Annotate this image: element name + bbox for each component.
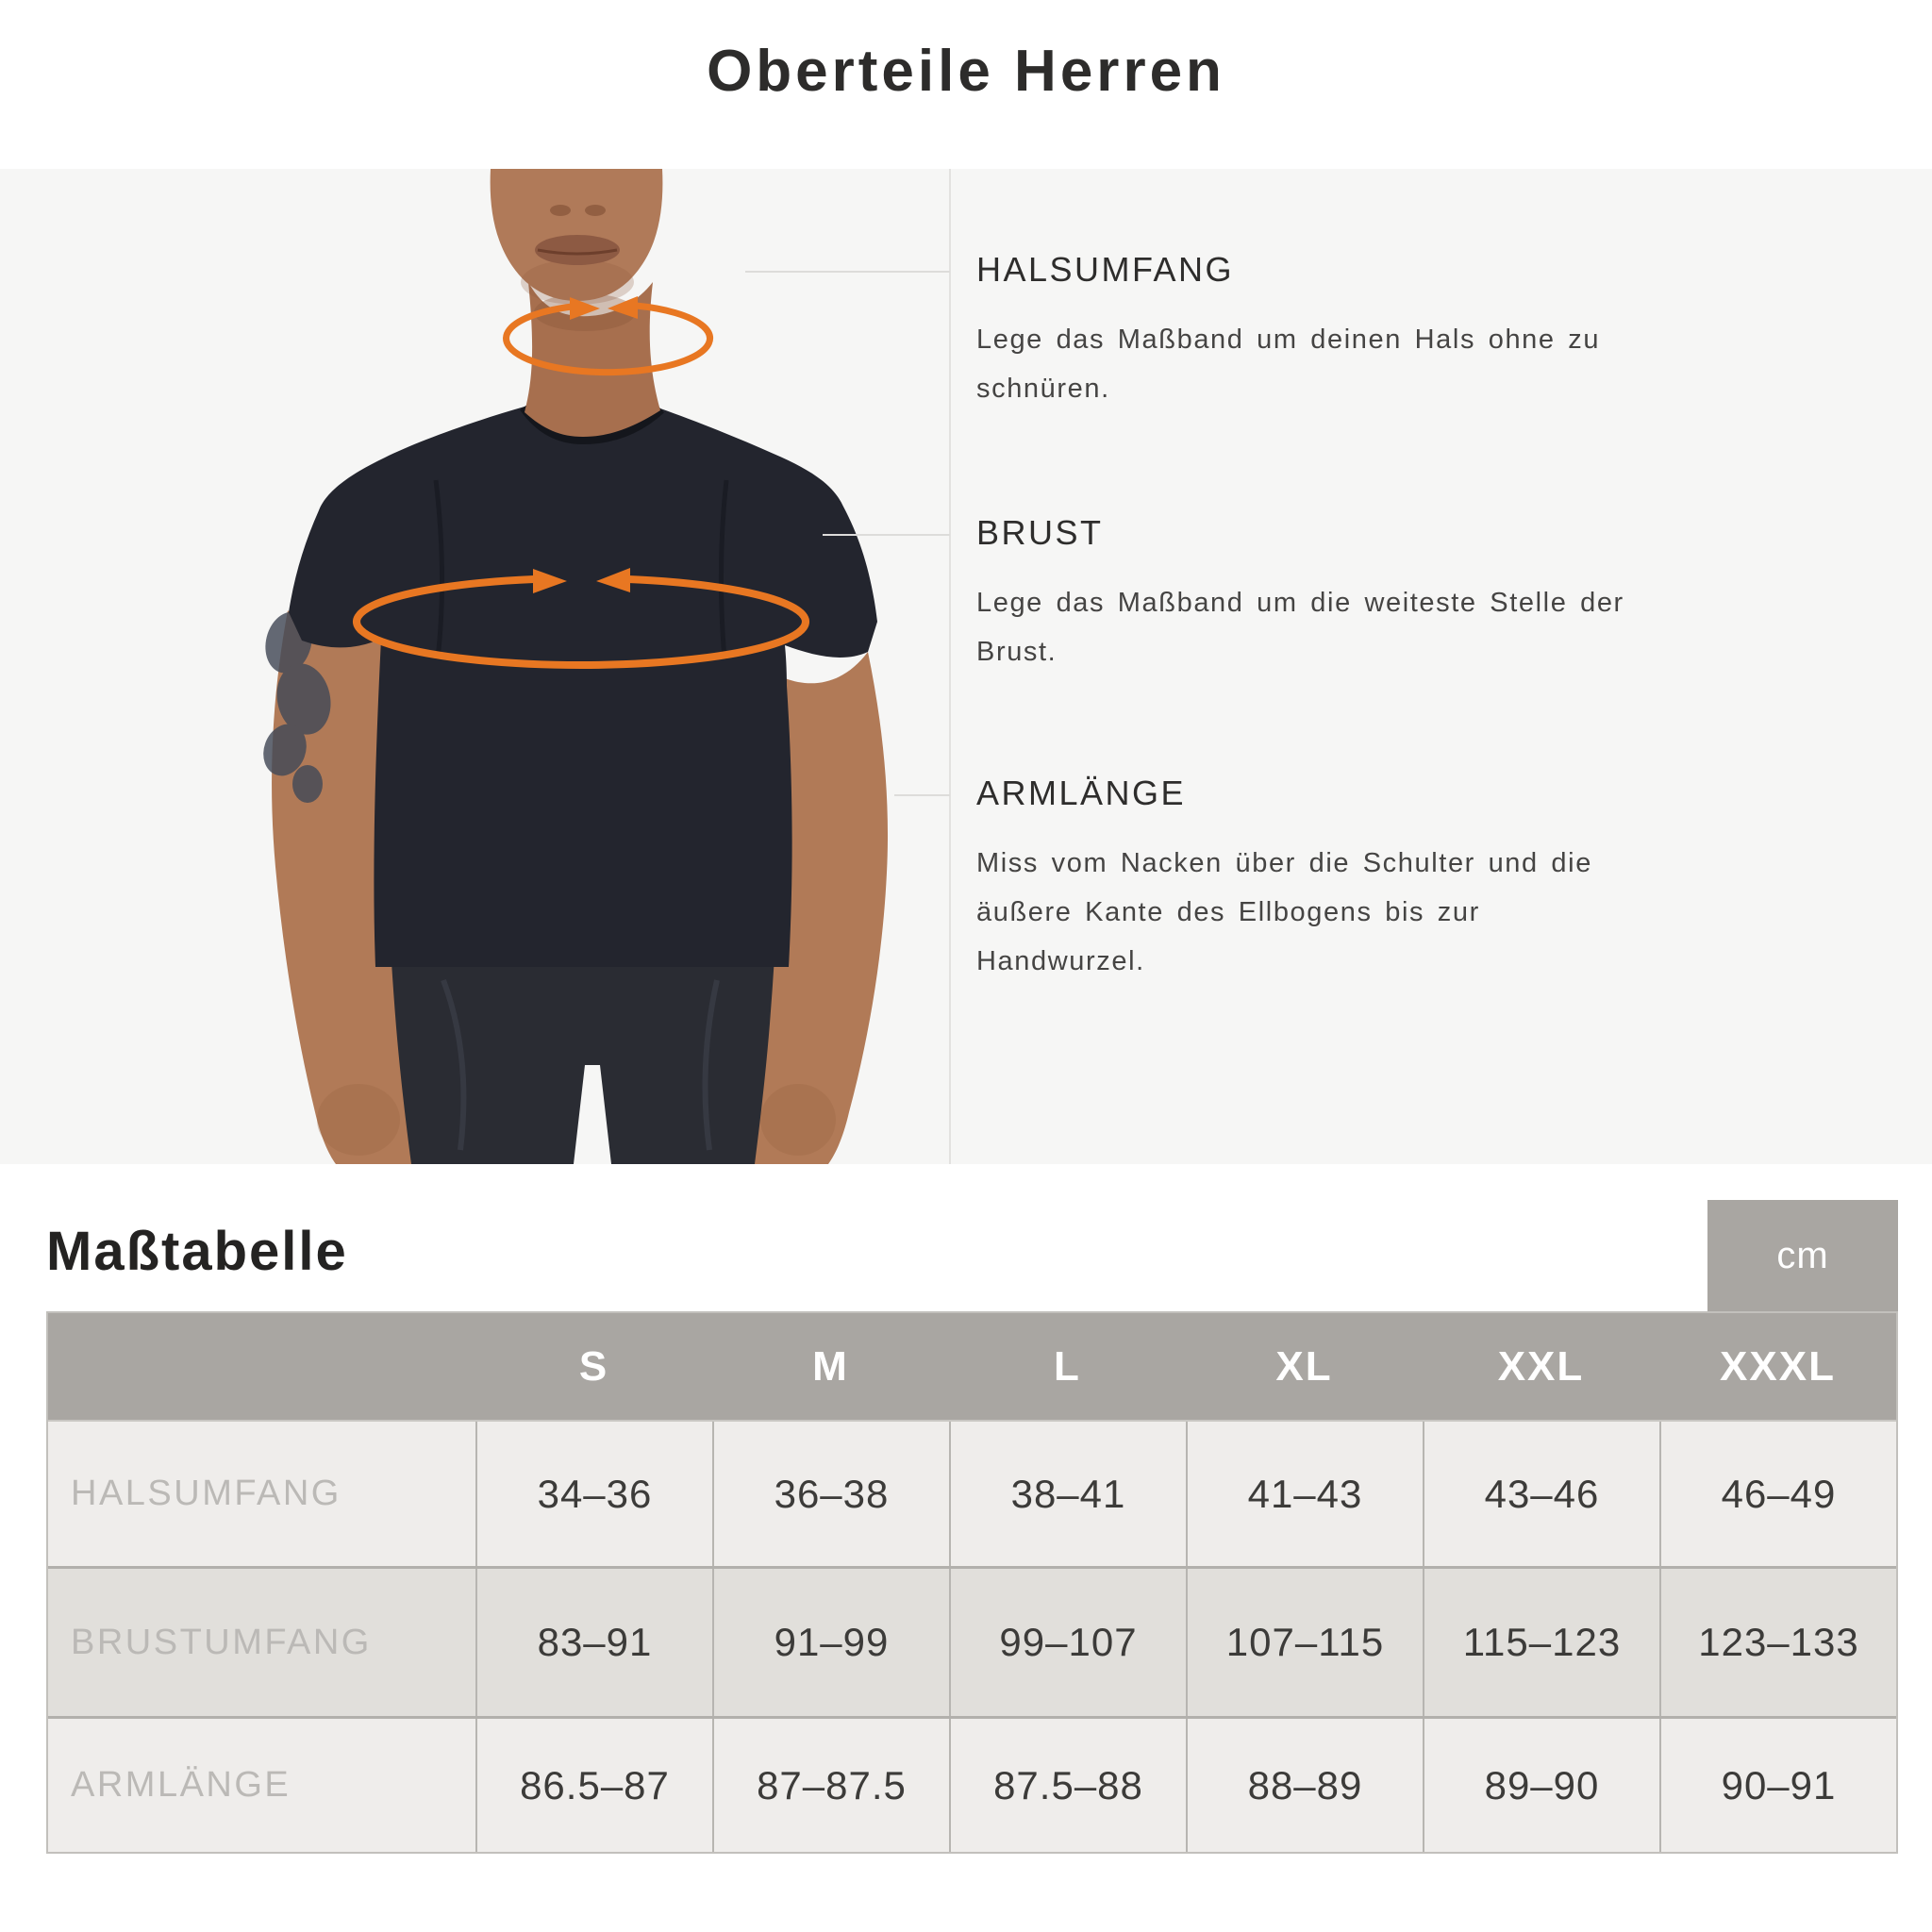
- annotation-description: Lege das Maßband um die weiteste Stelle der Brust.: [976, 588, 1624, 667]
- size-header-xl: XL: [1275, 1342, 1333, 1390]
- size-header-l: L: [1054, 1342, 1081, 1390]
- size-header-xxxl: XXXL: [1720, 1342, 1836, 1390]
- table-cell: 88–89: [1186, 1719, 1423, 1852]
- row-label: HALSUMFANG: [71, 1474, 341, 1513]
- table-row-armlaenge: [48, 1716, 1896, 1852]
- table-cell: 83–91: [475, 1569, 712, 1716]
- page-title: Oberteile Herren: [707, 39, 1225, 104]
- table-cell: 123–133: [1659, 1569, 1896, 1716]
- table-cell: 115–123: [1423, 1569, 1659, 1716]
- annotation-description: Miss vom Nacken über die Schulter und die äußere Kante des Ellbogens bis zur Handwurzel.: [976, 848, 1592, 976]
- brust-connector-line: [823, 534, 950, 536]
- row-label: BRUSTUMFANG: [71, 1622, 372, 1662]
- left-hand-shading: [317, 1084, 400, 1156]
- table-cell: 87–87.5: [712, 1719, 949, 1852]
- annotation-halsumfang: [976, 249, 1627, 413]
- table-cell: 34–36: [475, 1422, 712, 1566]
- size-header-s: S: [578, 1342, 609, 1390]
- table-cell: 36–38: [712, 1422, 949, 1566]
- annotation-divider-line: [949, 169, 951, 1164]
- table-cell: 38–41: [949, 1422, 1186, 1566]
- measurement-guide-band: [0, 169, 1932, 1164]
- nostril: [585, 205, 606, 216]
- jaw-shading: [521, 259, 634, 305]
- halsumfang-connector-line: [745, 271, 950, 273]
- size-table: [46, 1311, 1898, 1854]
- table-cell: 89–90: [1423, 1719, 1659, 1852]
- armlaenge-connector-line: [894, 794, 950, 796]
- annotation-label: ARMLÄNGE: [976, 774, 1187, 812]
- header-empty-cell: [48, 1313, 475, 1420]
- table-cell: 43–46: [1423, 1422, 1659, 1566]
- table-row-halsumfang: [48, 1420, 1896, 1566]
- nostril: [550, 205, 571, 216]
- size-table-header-row: [48, 1313, 1896, 1420]
- lips: [535, 235, 620, 265]
- model-photo: [0, 169, 953, 1164]
- annotation-label: HALSUMFANG: [976, 250, 1235, 289]
- annotation-description: Lege das Maßband um deinen Hals ohne zu schnüren.: [976, 325, 1601, 404]
- annotation-label: BRUST: [976, 513, 1104, 552]
- table-cell: 107–115: [1186, 1569, 1423, 1716]
- size-table-title: Maßtabelle: [46, 1221, 348, 1282]
- table-cell: 90–91: [1659, 1719, 1896, 1852]
- table-row-brustumfang: [48, 1566, 1896, 1716]
- size-header-xxl: XXL: [1497, 1342, 1585, 1390]
- unit-tab: cm: [1707, 1200, 1898, 1311]
- size-header-m: M: [812, 1342, 849, 1390]
- annotation-armlaenge: [976, 773, 1627, 986]
- table-cell: 91–99: [712, 1569, 949, 1716]
- table-cell: 41–43: [1186, 1422, 1423, 1566]
- table-cell: 86.5–87: [475, 1719, 712, 1852]
- table-cell: 99–107: [949, 1569, 1186, 1716]
- table-cell: 46–49: [1659, 1422, 1896, 1566]
- table-cell: 87.5–88: [949, 1719, 1186, 1852]
- annotation-brust: [976, 512, 1627, 676]
- row-label: ARMLÄNGE: [71, 1765, 291, 1805]
- right-hand-shading: [760, 1084, 836, 1156]
